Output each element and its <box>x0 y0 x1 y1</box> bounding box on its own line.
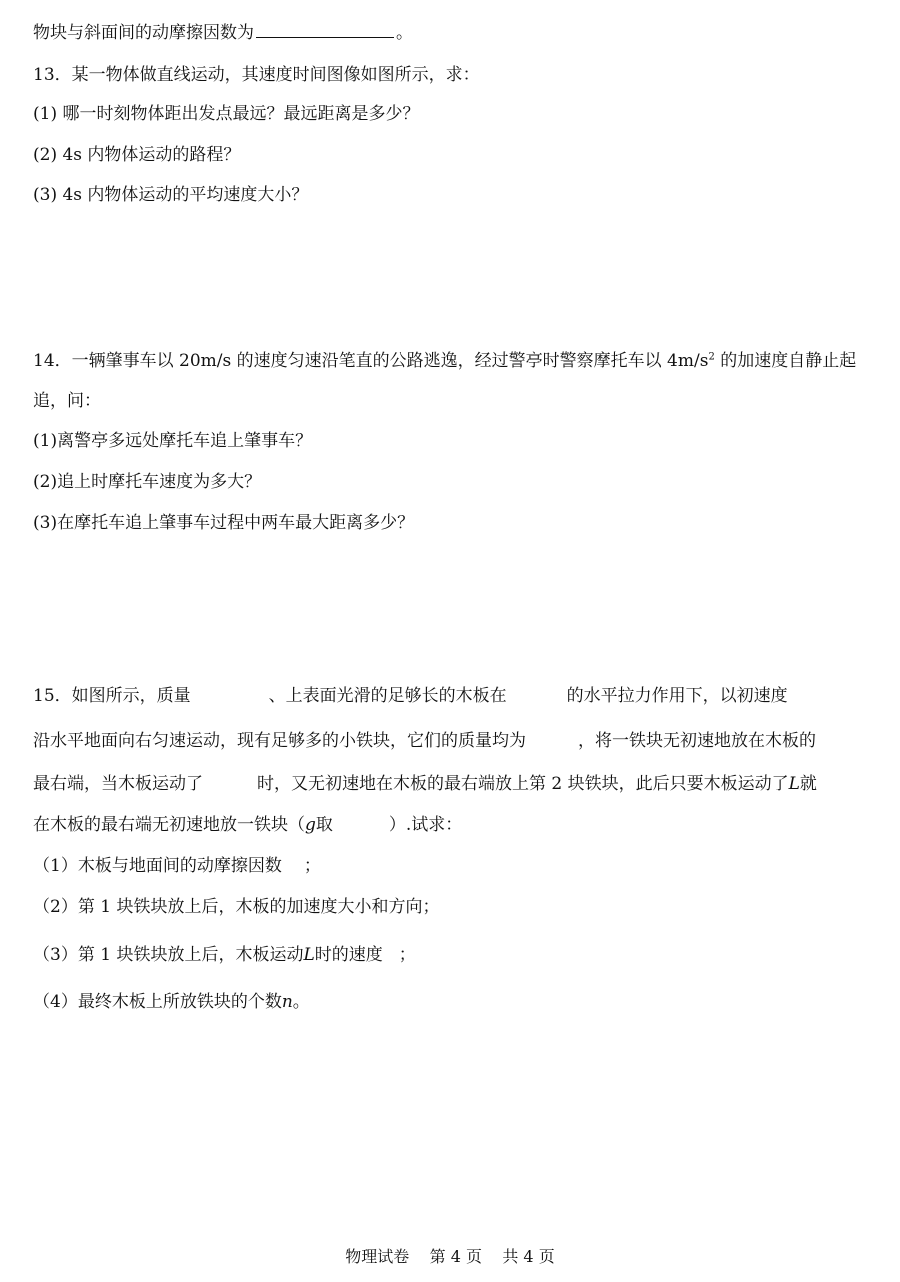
q15-line-1-seg-1: 15．如图所示，质量 <box>33 686 191 706</box>
q13-item-1: (1) 哪一时刻物体距出发点最远？最远距离是多少？ <box>33 104 420 124</box>
q14-stem-continued: 追，问： <box>33 391 101 411</box>
q15-item-3-end: ； <box>398 945 416 965</box>
q15-item-2: （2）第 1 块铁块放上后，木板的加速度大小和方向； <box>33 897 440 917</box>
q13-item-3: (3) 4s 内物体运动的平均速度大小？ <box>33 185 309 205</box>
q15-line-4-seg-1: 在木板的最右端无初速地放一铁块（ <box>33 815 305 835</box>
q15-line-1 <box>33 685 788 707</box>
variable-g: g <box>305 815 316 835</box>
q14-item-1: (1)离警亭多远处摩托车追上肇事车？ <box>33 431 313 451</box>
q15-line-3-seg-2: 时，又无初速地在木板的最右端放上第 2 块铁块，此后只要木板运动了 <box>257 774 789 794</box>
q15-line-3-seg-1: 最右端，当木板运动了 <box>33 774 203 794</box>
q12-end: 。 <box>396 23 413 43</box>
answer-blank <box>256 21 394 38</box>
q15-item-1-text: （1）木板与地面间的动摩擦因数 <box>33 856 282 876</box>
q15-line-2-seg-2: ，将一铁块无初速地放在木板的 <box>578 731 816 751</box>
q15-line-4 <box>33 814 462 836</box>
q15-line-1-seg-2: 、上表面光滑的足够长的木板在 <box>268 686 507 706</box>
q14-stem <box>33 350 856 372</box>
q15-line-2 <box>33 730 816 752</box>
variable-n: n <box>281 992 293 1012</box>
q15-line-3 <box>33 773 817 795</box>
q15-item-1 <box>33 855 321 877</box>
q15-item-3-mid: 时的速度 <box>314 945 383 965</box>
q15-item-4-end: 。 <box>292 992 310 1012</box>
q15-line-1-seg-3: 的水平拉力作用下，以初速度 <box>566 686 788 706</box>
q13-item-2: (2) 4s 内物体运动的路程？ <box>33 145 241 165</box>
q15-item-3-text: （3）第 1 块铁块放上后，木板运动 <box>33 945 304 965</box>
q13-stem: 13．某一物体做直线运动，其速度时间图像如图所示，求： <box>33 65 480 85</box>
variable-l: L <box>303 945 315 965</box>
q15-line-4-seg-2: 取 <box>315 815 333 835</box>
q14-item-3: (3)在摩托车追上肇事车过程中两车最大距离多少？ <box>33 513 415 533</box>
q15-item-3 <box>33 944 416 966</box>
q15-line-4-seg-3: ）.试求： <box>388 815 463 835</box>
q14-superscript: 2 <box>708 351 715 363</box>
q15-line-3-seg-3: 就 <box>799 774 817 794</box>
q14-stem-a: 14．一辆肇事车以 20m/s 的速度匀速沿笔直的公路逃逸，经过警亭时警察摩托车以 4m/s <box>33 351 709 371</box>
variable-l: L <box>788 774 800 794</box>
page-footer: 物理试卷 第 4 页 共 4 页 <box>345 1247 555 1266</box>
q14-item-2: (2)追上时摩托车速度为多大？ <box>33 472 262 492</box>
q15-item-4 <box>33 991 310 1013</box>
q15-line-2-seg-1: 沿水平地面向右匀速运动，现有足够多的小铁块，它们的质量均为 <box>33 731 526 751</box>
q15-item-1-end: ； <box>303 856 321 876</box>
q15-item-4-text: （4）最终木板上所放铁块的个数 <box>33 992 282 1012</box>
q12-answer-line <box>33 21 413 44</box>
q12-text: 物块与斜面间的动摩擦因数为 <box>33 23 254 43</box>
q14-stem-b: 的加速度自静止起 <box>714 351 857 371</box>
